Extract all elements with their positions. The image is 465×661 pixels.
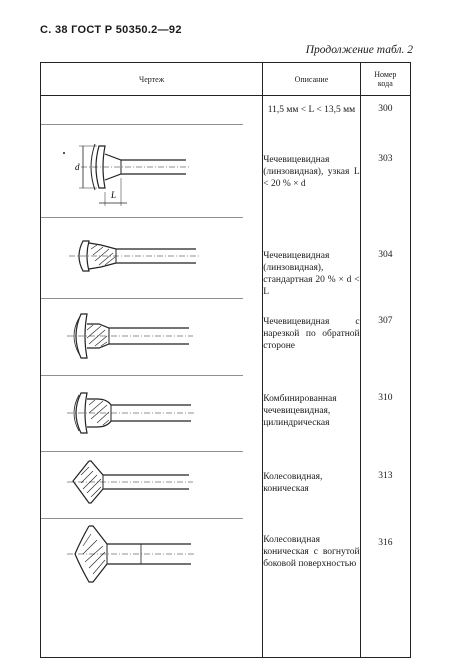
lens-narrow-drawing xyxy=(41,124,243,217)
lens-knurled-drawing xyxy=(41,298,243,375)
table-row xyxy=(41,375,411,451)
column-header-code-label: Номер кода xyxy=(374,70,397,88)
row-code: 303 xyxy=(378,153,393,164)
column-header-drawing: Чертеж xyxy=(41,63,263,96)
description-cell xyxy=(263,518,360,658)
description-cell xyxy=(263,298,360,375)
code-cell xyxy=(360,375,410,451)
row-description: 11,5 мм < L < 13,5 мм xyxy=(267,105,356,115)
drawing-cell xyxy=(41,217,263,298)
code-cell xyxy=(360,96,410,124)
code-cell xyxy=(360,451,410,518)
table-row xyxy=(41,96,411,124)
drawing-cell xyxy=(41,96,263,124)
dim-label-d: d xyxy=(75,161,80,172)
drawing-cell xyxy=(41,451,263,518)
table-header-row xyxy=(41,63,411,96)
description-cell xyxy=(263,451,360,518)
table-row xyxy=(41,124,411,217)
column-header-description: Описание xyxy=(263,63,360,96)
combined-drawing xyxy=(41,375,243,451)
description-cell xyxy=(263,96,360,124)
row-code: 316 xyxy=(378,537,393,548)
code-cell xyxy=(360,298,410,375)
lens-standard-drawing xyxy=(41,217,243,295)
table-continuation-label: Продолжение табл. 2 xyxy=(305,44,413,56)
table-row xyxy=(41,518,411,658)
row-code: 304 xyxy=(378,249,393,260)
wheel-concave-drawing xyxy=(41,518,243,658)
code-cell xyxy=(360,124,410,217)
description-cell xyxy=(263,375,360,451)
description-cell xyxy=(263,124,360,217)
code-cell xyxy=(360,217,410,298)
code-cell xyxy=(360,518,410,658)
row-code: 307 xyxy=(378,315,393,326)
row-code: 310 xyxy=(378,392,393,403)
row-description: Чечевицевидная (линзовидная), стандартная 20 % × d < L xyxy=(263,250,360,297)
wheel-conical-drawing xyxy=(41,451,243,518)
drawing-cell xyxy=(41,298,263,375)
row-description: Колесовидная коническая с вогнутой боковой поверхностью xyxy=(263,534,360,569)
drawing-cell xyxy=(41,375,263,451)
drawing-cell xyxy=(41,518,263,658)
row-code: 313 xyxy=(378,470,393,481)
table-row xyxy=(41,298,411,375)
table-row xyxy=(41,451,411,518)
table-row xyxy=(41,217,411,298)
row-description: Комбинированная чечевицевидная, цилиндрическая xyxy=(263,393,337,428)
drawing-cell xyxy=(41,124,263,217)
row-code: 300 xyxy=(378,104,393,114)
row-description: Колесовидная, коническая xyxy=(263,471,323,494)
codes-table xyxy=(40,62,411,658)
dim-label-L: L xyxy=(111,189,117,200)
column-header-code xyxy=(360,63,410,96)
row-description: Чечевицевидная (линзовидная), узкая L < 20 % × d xyxy=(263,154,360,189)
page-header: С. 38 ГОСТ Р 50350.2—92 xyxy=(40,24,182,36)
row-description: Чечевицевидная с нарезкой по обратной стороне xyxy=(263,316,360,351)
description-cell xyxy=(263,217,360,298)
